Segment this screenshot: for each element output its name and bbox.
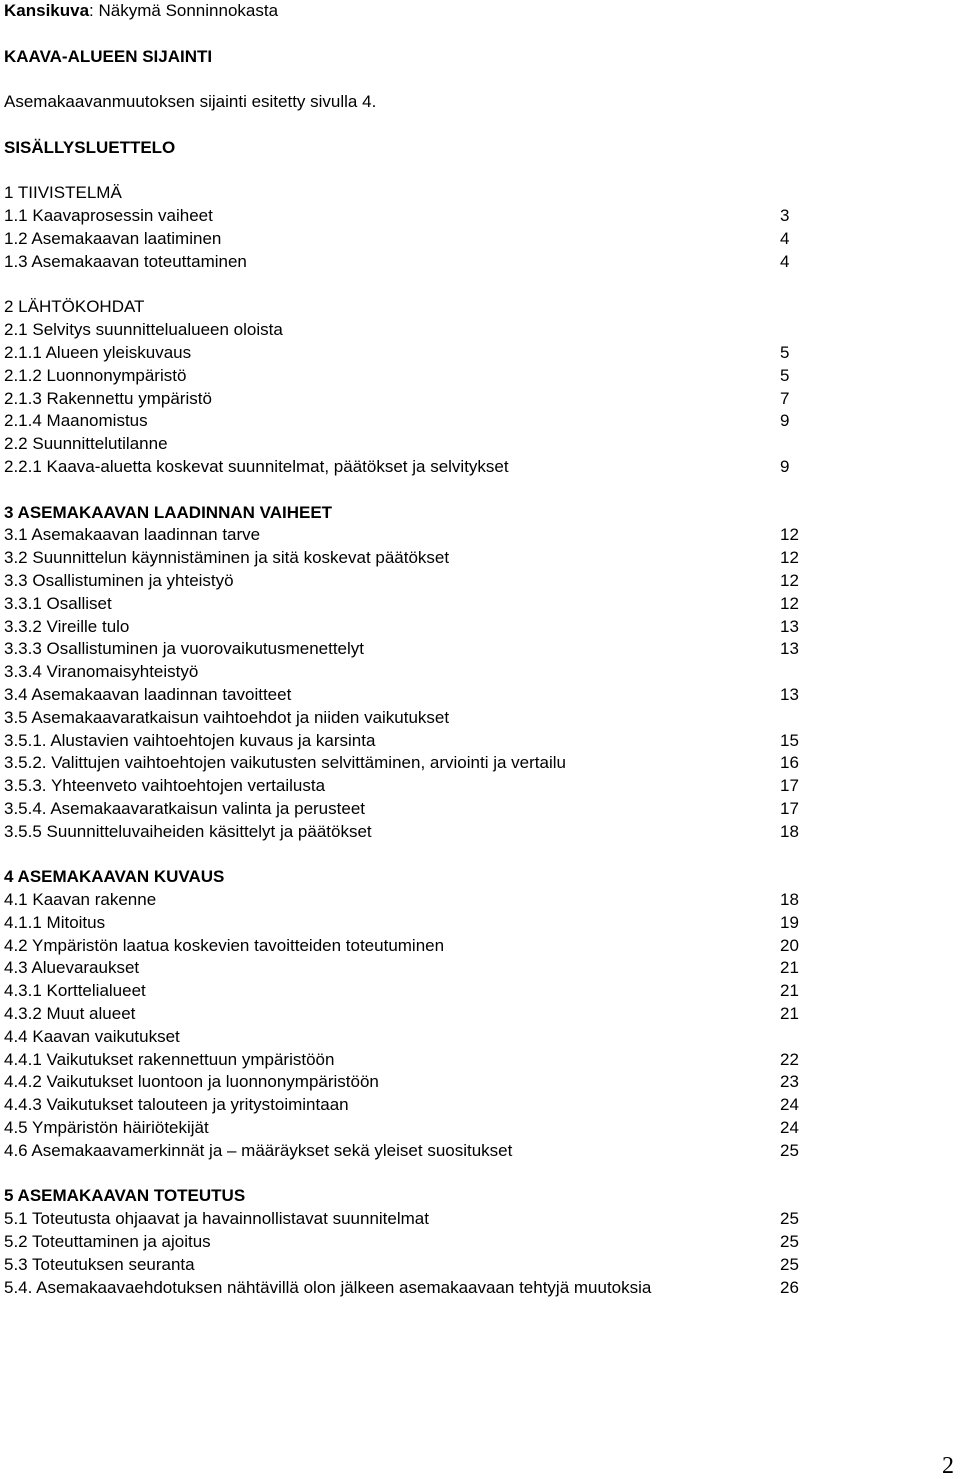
- toc-entry-title: 5.4. Asemakaavaehdotuksen nähtävillä olon jälkeen asemakaavaan tehtyjä muutoksia: [4, 1277, 652, 1297]
- toc-entry[interactable]: [4, 638, 954, 661]
- toc-entry[interactable]: [4, 1231, 954, 1254]
- toc-entry[interactable]: [4, 570, 954, 593]
- toc-entry[interactable]: [4, 410, 954, 433]
- toc-entry-title: 4.1.1 Mitoitus: [4, 912, 106, 932]
- toc-entry-title: 2.1.4 Maanomistus: [4, 411, 148, 431]
- toc-section-heading: 3 ASEMAKAAVAN LAADINNAN VAIHEET: [4, 502, 333, 522]
- toc-entry[interactable]: [4, 616, 954, 639]
- toc-entry-page: 5: [780, 342, 790, 362]
- caption-label: Kansikuva: [4, 1, 90, 20]
- toc-entry[interactable]: [4, 1094, 954, 1117]
- toc-entry-page: 7: [780, 388, 790, 408]
- toc-entry-page: 9: [780, 456, 790, 476]
- toc-entry-page: 25: [780, 1209, 799, 1229]
- toc-entry-title: 2.2.1 Kaava-aluetta koskevat suunnitelmat, päätökset ja selvitykset: [4, 456, 509, 476]
- toc-heading: SISÄLLYSLUETTELO: [4, 137, 176, 157]
- toc-entry-page: 13: [780, 639, 799, 659]
- toc-entry-title: 4.4.2 Vaikutukset luontoon ja luonnonympäristöön: [4, 1072, 379, 1092]
- toc-entry-title: 4.4.3 Vaikutukset talouteen ja yritystoimintaan: [4, 1095, 349, 1115]
- toc-entry-title: 3.5.1. Alustavien vaihtoehtojen kuvaus ja karsinta: [4, 730, 376, 750]
- toc-entry-page: 25: [780, 1254, 799, 1274]
- toc-entry-title: 3.5.3. Yhteenveto vaihtoehtojen vertailusta: [4, 776, 326, 796]
- toc-entry-page: 25: [780, 1140, 799, 1160]
- toc-entry[interactable]: [4, 1003, 954, 1026]
- toc-entry[interactable]: [4, 957, 954, 980]
- toc-entry[interactable]: [4, 1208, 954, 1231]
- caption-text: : Näkymä Sonninnokasta: [89, 1, 279, 20]
- toc-entry[interactable]: [4, 342, 954, 365]
- toc-entry-page: 12: [780, 525, 799, 545]
- toc-entry-page: 19: [780, 912, 799, 932]
- toc-entry-title: 3.3.1 Osalliset: [4, 593, 112, 613]
- toc-entry[interactable]: [4, 889, 954, 912]
- toc-entry-title: 2.1 Selvitys suunnittelualueen oloista: [4, 320, 283, 340]
- toc-section-heading: 1 TIIVISTELMÄ: [4, 183, 122, 203]
- toc-entry-page: 4: [780, 228, 790, 248]
- toc-entry[interactable]: [4, 205, 954, 228]
- toc-entry-title: 3.5.5 Suunnitteluvaiheiden käsittelyt ja päätökset: [4, 821, 372, 841]
- toc-entry-page: 25: [780, 1232, 799, 1252]
- toc-entry-page: 9: [780, 411, 790, 431]
- toc-entry[interactable]: [4, 524, 954, 547]
- toc-entry-page: 17: [780, 798, 799, 818]
- toc-entry-title: 4.4 Kaavan vaikutukset: [4, 1026, 180, 1046]
- toc-entry-page: 21: [780, 1004, 799, 1024]
- toc-entry[interactable]: [4, 456, 954, 479]
- page-number: 2: [942, 1453, 954, 1479]
- toc-entry-title: 4.3.1 Korttelialueet: [4, 981, 146, 1001]
- toc-entry-title: 1.3 Asemakaavan toteuttaminen: [4, 251, 247, 271]
- toc-entry[interactable]: [4, 593, 954, 616]
- toc-entry-page: 3: [780, 206, 790, 226]
- toc-entry-title: 4.5 Ympäristön häiriötekijät: [4, 1118, 209, 1138]
- toc-entry-page: 23: [780, 1072, 799, 1092]
- toc-entry[interactable]: [4, 684, 954, 707]
- toc-entry[interactable]: [4, 707, 954, 730]
- page-content: [4, 0, 954, 1299]
- toc-entry-page: 18: [780, 821, 799, 841]
- toc-entry[interactable]: [4, 980, 954, 1003]
- toc-entry[interactable]: [4, 935, 954, 958]
- toc-entry[interactable]: [4, 661, 954, 684]
- toc-entry-title: 3.5.4. Asemakaavaratkaisun valinta ja perusteet: [4, 798, 365, 818]
- toc-entry[interactable]: [4, 1140, 954, 1163]
- toc-entry[interactable]: [4, 1049, 954, 1072]
- toc-entry-title: 4.3.2 Muut alueet: [4, 1004, 136, 1024]
- toc-entry-page: 20: [780, 935, 799, 955]
- toc-entry[interactable]: [4, 1071, 954, 1094]
- toc-entry-title: 4.6 Asemakaavamerkinnät ja – määräykset sekä yleiset suositukset: [4, 1140, 513, 1160]
- toc-entry-title: 2.1.2 Luonnonympäristö: [4, 365, 187, 385]
- toc-entry-page: 18: [780, 890, 799, 910]
- table-of-contents: [4, 182, 954, 1299]
- toc-entry-page: 17: [780, 776, 799, 796]
- toc-entry-title: 3.1 Asemakaavan laadinnan tarve: [4, 525, 261, 545]
- toc-section-heading: 5 ASEMAKAAVAN TOTEUTUS: [4, 1186, 246, 1206]
- toc-entry-page: 21: [780, 981, 799, 1001]
- toc-entry[interactable]: [4, 1026, 954, 1049]
- toc-section-heading: 4 ASEMAKAAVAN KUVAUS: [4, 867, 225, 887]
- toc-entry-page: 22: [780, 1049, 799, 1069]
- toc-entry-title: 2.2 Suunnittelutilanne: [4, 434, 168, 454]
- toc-entry[interactable]: [4, 228, 954, 251]
- toc-entry-title: 5.3 Toteutuksen seuranta: [4, 1254, 195, 1274]
- toc-entry-title: 3.3.3 Osallistuminen ja vuorovaikutusmenettelyt: [4, 639, 365, 659]
- toc-entry[interactable]: [4, 798, 954, 821]
- toc-entry-page: 12: [780, 548, 799, 568]
- toc-entry-title: 1.1 Kaavaprosessin vaiheet: [4, 206, 213, 226]
- toc-entry[interactable]: [4, 547, 954, 570]
- toc-entry-title: 3.5 Asemakaavaratkaisun vaihtoehdot ja niiden vaikutukset: [4, 707, 450, 727]
- toc-entry[interactable]: [4, 1277, 954, 1300]
- toc-section-heading: 2 LÄHTÖKOHDAT: [4, 297, 145, 317]
- toc-entry-title: 3.5.2. Valittujen vaihtoehtojen vaikutusten selvittäminen, arviointi ja vertailu: [4, 753, 566, 773]
- toc-entry[interactable]: [4, 433, 954, 456]
- toc-entry[interactable]: [4, 1117, 954, 1140]
- toc-entry-title: 5.1 Toteutusta ohjaavat ja havainnollistavat suunnitelmat: [4, 1209, 429, 1229]
- toc-entry[interactable]: [4, 319, 954, 342]
- toc-entry-title: 3.3.2 Vireille tulo: [4, 616, 130, 636]
- toc-entry-page: 12: [780, 593, 799, 613]
- toc-entry[interactable]: [4, 912, 954, 935]
- toc-entry-title: 4.1 Kaavan rakenne: [4, 890, 157, 910]
- toc-entry-page: 13: [780, 684, 799, 704]
- toc-entry-page: 16: [780, 753, 799, 773]
- toc-entry-title: 3.3.4 Viranomaisyhteistyö: [4, 662, 199, 682]
- toc-entry-title: 3.3 Osallistuminen ja yhteistyö: [4, 570, 234, 590]
- toc-entry-page: 15: [780, 730, 799, 750]
- toc-entry-page: 21: [780, 958, 799, 978]
- toc-entry[interactable]: [4, 730, 954, 753]
- toc-entry-page: 24: [780, 1118, 799, 1138]
- toc-entry-title: 2.1.1 Alueen yleiskuvaus: [4, 342, 192, 362]
- toc-entry[interactable]: [4, 821, 954, 844]
- toc-entry-title: 3.4 Asemakaavan laadinnan tavoitteet: [4, 684, 292, 704]
- toc-entry[interactable]: [4, 752, 954, 775]
- toc-entry-page: 13: [780, 616, 799, 636]
- toc-entry-title: 4.4.1 Vaikutukset rakennettuun ympäristöön: [4, 1049, 335, 1069]
- toc-entry-page: 12: [780, 570, 799, 590]
- toc-entry-title: 3.2 Suunnittelun käynnistäminen ja sitä koskevat päätökset: [4, 548, 450, 568]
- toc-entry-page: 24: [780, 1095, 799, 1115]
- toc-entry-title: 1.2 Asemakaavan laatiminen: [4, 228, 222, 248]
- toc-entry[interactable]: [4, 1254, 954, 1277]
- location-text: Asemakaavanmuutoksen sijainti esitetty sivulla 4.: [4, 92, 377, 112]
- toc-entry[interactable]: [4, 775, 954, 798]
- toc-entry-title: 4.2 Ympäristön laatua koskevien tavoitteiden toteutuminen: [4, 935, 445, 955]
- toc-entry[interactable]: [4, 251, 954, 274]
- toc-entry-page: 5: [780, 365, 790, 385]
- toc-entry[interactable]: [4, 365, 954, 388]
- toc-entry[interactable]: [4, 388, 954, 411]
- toc-entry-page: 4: [780, 251, 790, 271]
- location-heading: KAAVA-ALUEEN SIJAINTI: [4, 46, 213, 66]
- toc-entry-title: 4.3 Aluevaraukset: [4, 958, 140, 978]
- cover-caption: [4, 0, 954, 23]
- toc-entry-title: 2.1.3 Rakennettu ympäristö: [4, 388, 212, 408]
- toc-entry-page: 26: [780, 1277, 799, 1297]
- toc-entry-title: 5.2 Toteuttaminen ja ajoitus: [4, 1232, 211, 1252]
